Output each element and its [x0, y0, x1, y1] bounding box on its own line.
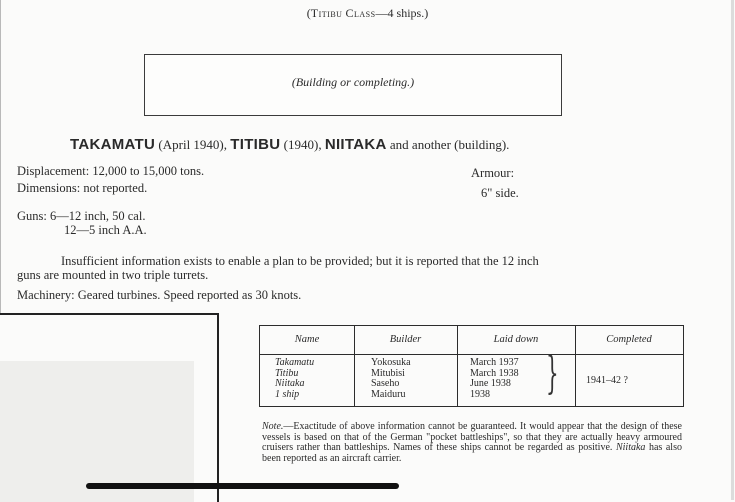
table-builders-cell — [371, 358, 411, 400]
machinery-text: Machinery: Geared turbines. Speed reported as 30 knots. — [17, 288, 302, 302]
table-cell-laid-down: March 1938 — [470, 367, 519, 379]
info-paragraph-line-1: Insufficient information exists to enable a plan to be provided; but it is reported that the 12 inch — [61, 254, 539, 268]
armour-value: 6" side. — [481, 186, 519, 200]
ship-date-takamatu: (April 1940), — [155, 137, 231, 152]
table-names-cell — [275, 358, 314, 400]
class-heading-suffix: —4 ships.) — [375, 6, 429, 20]
table-cell-name: Titibu — [275, 367, 299, 379]
ship-name-takamatu: TAKAMATU — [70, 136, 156, 153]
guns-line-1: Guns: 6—12 inch, 50 cal. — [17, 209, 146, 223]
table-header-rule — [260, 354, 683, 355]
note-text-part-2: has also been reported as an aircraft carrier. — [262, 442, 682, 464]
class-heading-name: Titibu — [310, 6, 343, 20]
guns-line-2: 12—5 inch A.A. — [64, 223, 147, 237]
ship-names-line — [70, 136, 509, 153]
note-label: Note. — [262, 421, 284, 432]
previous-page-shaded-area — [0, 361, 194, 502]
table-cell-builder: Maiduru — [371, 388, 406, 400]
ship-details-table — [259, 325, 684, 407]
class-heading — [0, 6, 735, 21]
note-paragraph — [262, 422, 682, 464]
class-heading-prefix: ( — [306, 6, 311, 20]
building-placeholder-box — [144, 54, 562, 116]
table-cell-builder: Yokosuka — [371, 357, 411, 368]
previous-page-panel — [0, 313, 219, 502]
table-laid-down-cell — [470, 358, 519, 400]
ship-name-titibu: TITIBU — [230, 136, 281, 153]
displacement-text: Displacement: 12,000 to 15,000 tons. — [17, 164, 205, 178]
table-header-laid-down: Laid down — [493, 334, 539, 345]
table-cell-name: Niitaka — [275, 378, 305, 389]
ship-name-niitaka: NIITAKA — [324, 136, 387, 153]
ship-note-niitaka: and another (building). — [386, 137, 510, 152]
class-heading-class-word: Class — [345, 6, 376, 20]
table-cell-laid-down: March 1937 — [470, 357, 519, 368]
table-cell-builder: Saseho — [371, 378, 400, 389]
dimensions-text: Dimensions: not reported. — [17, 181, 148, 195]
grouping-brace: } — [546, 348, 559, 399]
table-cell-completed: 1941–42 ? — [586, 375, 628, 386]
table-cell-builder: Mitubisi — [371, 367, 405, 379]
note-text-part-1: —Exactitude of above information cannot be guaranteed. It would appear that the design of these vessels is based on that of the German "pocket battleships", so that they are actually heavy armoured cruisers rather than battleships. Names of these ships cannot be regarded as positive. — [262, 421, 682, 453]
page-right-edge — [731, 0, 734, 500]
table-cell-name: 1 ship — [275, 388, 300, 400]
table-header-completed: Completed — [606, 334, 652, 345]
building-placeholder-text: (Building or completing.) — [291, 75, 415, 89]
home-indicator-bar[interactable] — [86, 483, 399, 489]
note-ship-name: Niitaka — [615, 442, 646, 453]
info-paragraph-line-2: guns are mounted in two triple turrets. — [17, 268, 209, 282]
table-cell-laid-down: 1938 — [470, 388, 490, 400]
table-cell-name: Takamatu — [275, 357, 315, 368]
table-cell-laid-down: June 1938 — [470, 378, 511, 389]
armour-label: Armour: — [471, 166, 515, 180]
ship-date-titibu: (1940), — [280, 137, 325, 152]
table-header-builder: Builder — [389, 334, 422, 345]
table-header-name: Name — [294, 334, 320, 345]
